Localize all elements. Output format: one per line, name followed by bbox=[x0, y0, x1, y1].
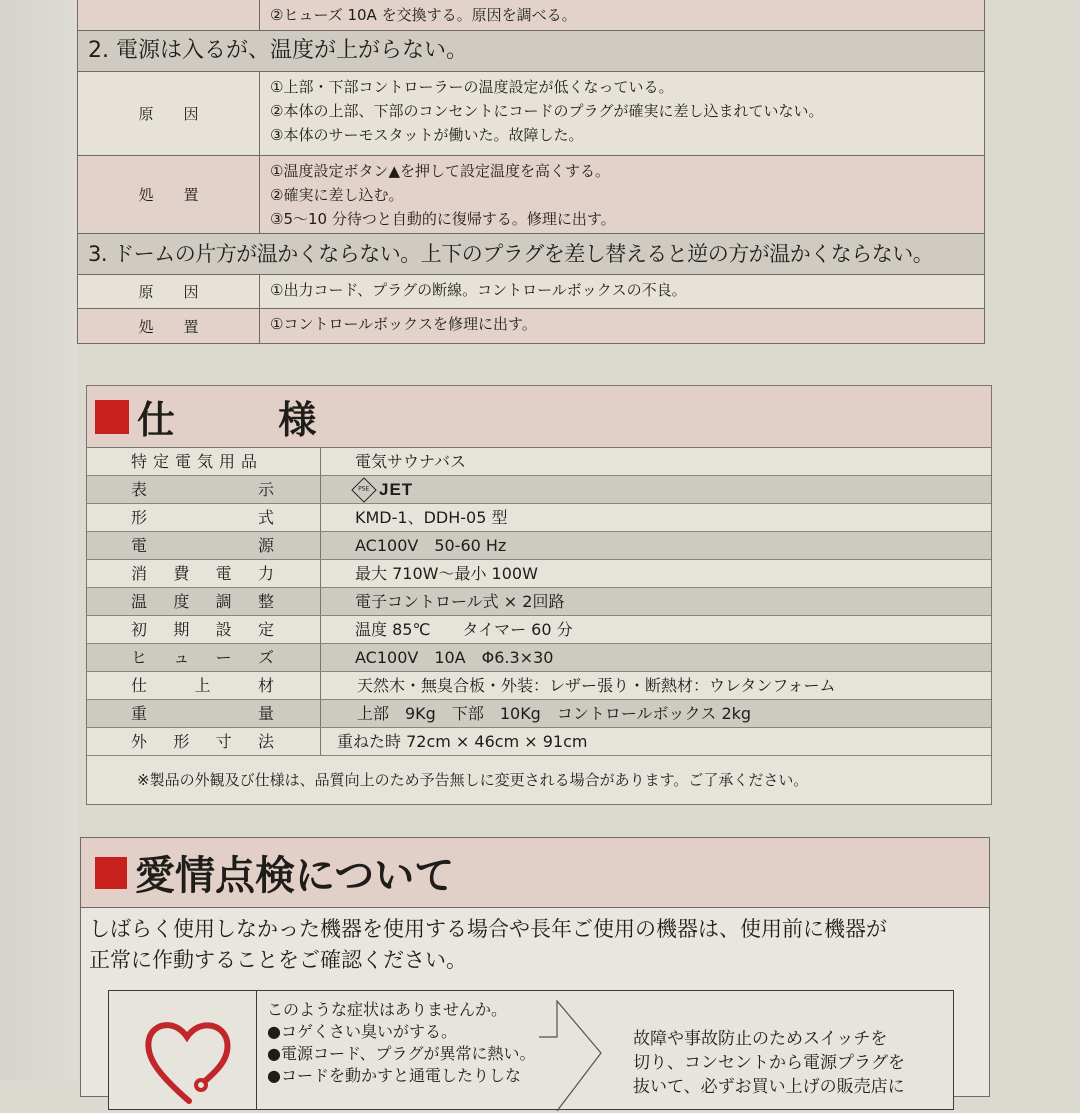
pse-diamond-icon: PSE bbox=[351, 477, 376, 502]
spec-label: 重 量 bbox=[87, 700, 321, 727]
row-label bbox=[78, 0, 260, 30]
spec-row bbox=[87, 616, 991, 644]
spec-label: 表 示 bbox=[87, 476, 321, 503]
spec-label: 初 期 設 定 bbox=[87, 616, 321, 643]
row-text: ②ヒューズ 10A を交換する。原因を調べる。 bbox=[270, 6, 577, 24]
section-3-remedy-row bbox=[78, 308, 984, 343]
spec-label: 電 源 bbox=[87, 532, 321, 559]
red-square-bullet-icon bbox=[95, 400, 129, 434]
spec-row bbox=[87, 448, 991, 476]
spec-row bbox=[87, 476, 991, 504]
section-3-heading: 3. ドームの片方が温かくならない。上下のプラグを差し替えると逆の方が温かくならない。 bbox=[78, 233, 984, 274]
remedy-text: ①温度設定ボタン▲を押して設定温度を高くする。 ②確実に差し込む。 ③5～10 分待つと自動的に復帰する。修理に出す。 bbox=[270, 162, 616, 228]
red-square-bullet-icon bbox=[95, 857, 127, 889]
section-3-cause-row bbox=[78, 274, 984, 308]
spec-value: AC100V 50-60 Hz bbox=[355, 536, 507, 555]
spec-value: 上部 9Kg 下部 10Kg コントロールボックス 2kg bbox=[357, 704, 752, 723]
heart-plug-icon bbox=[139, 1013, 239, 1113]
spec-value: 電子コントロール式 × 2回路 bbox=[355, 592, 565, 611]
spec-value bbox=[321, 476, 991, 503]
spec-label: 仕 上 材 bbox=[87, 672, 321, 699]
section-2-cause-row bbox=[78, 71, 984, 155]
spec-row bbox=[87, 560, 991, 588]
inspection-intro: しばらく使用しなかった機器を使用する場合や長年ご使用の機器は、使用前に機器が 正常に作動することをご確認ください。 bbox=[89, 917, 887, 972]
right-arrow-icon bbox=[539, 991, 609, 1111]
spec-title: 仕 様 bbox=[137, 398, 317, 442]
spec-label: ヒ ュ ー ズ bbox=[87, 644, 321, 671]
advice-text: 故障や事故防止のためスイッチを 切り、コンセントから電源プラグを 抜いて、必ずお買い上げの販売店に bbox=[633, 1029, 905, 1097]
spec-row bbox=[87, 504, 991, 532]
spec-value: KMD-1、DDH-05 型 bbox=[355, 508, 508, 527]
spec-row bbox=[87, 532, 991, 560]
cause-text: ①上部・下部コントローラーの温度設定が低くなっている。 ②本体の上部、下部のコンセントにコードのプラグが確実に差し込まれていない。 ③本体のサーモスタットが働いた。故障した。 bbox=[270, 78, 824, 144]
inspection-section bbox=[80, 837, 990, 1097]
cause-label: 原因 bbox=[78, 275, 260, 308]
spec-row bbox=[87, 644, 991, 672]
remedy-label: 処置 bbox=[78, 156, 260, 233]
page-margin bbox=[0, 0, 78, 1080]
symptom-check-box bbox=[108, 990, 954, 1110]
remedy-text: ①コントロールボックスを修理に出す。 bbox=[270, 315, 537, 333]
spec-value: 電気サウナバス bbox=[355, 452, 467, 471]
troubleshooting-table bbox=[77, 0, 985, 344]
symptom-list: このような症状はありませんか。 ●コゲくさい臭いがする。 ●電源コード、プラグが異常に熱い。 ●コードを動かすと通電したりしな bbox=[267, 1000, 536, 1085]
jet-logo: JET bbox=[379, 480, 414, 499]
spec-row bbox=[87, 588, 991, 616]
spec-value: 最大 710W～最小 100W bbox=[355, 564, 538, 583]
specifications-table bbox=[86, 385, 992, 805]
spec-header bbox=[87, 386, 991, 448]
spec-disclaimer: ※製品の外観及び仕様は、品質向上のため予告無しに変更される場合があります。ご了承ください。 bbox=[87, 756, 991, 804]
spec-label: 消 費 電 力 bbox=[87, 560, 321, 587]
cause-label: 原因 bbox=[78, 72, 260, 155]
spec-value: 温度 85℃ タイマー 60 分 bbox=[355, 620, 573, 639]
spec-label: 外 形 寸 法 bbox=[87, 728, 321, 755]
inspection-header bbox=[81, 838, 989, 908]
spec-row bbox=[87, 672, 991, 700]
section-2-heading: 2. 電源は入るが、温度が上がらない。 bbox=[78, 30, 984, 71]
section-2-remedy-row bbox=[78, 155, 984, 233]
spec-label: 特定電気用品 bbox=[87, 448, 321, 475]
spec-value: 天然木・無臭合板・外装：レザー張り・断熱材：ウレタンフォーム bbox=[357, 676, 836, 695]
spec-row bbox=[87, 700, 991, 728]
trouble-row-fuse bbox=[78, 0, 984, 30]
spec-label: 形 式 bbox=[87, 504, 321, 531]
spec-value: 重ねた時 72cm × 46cm × 91cm bbox=[337, 732, 588, 751]
spec-row bbox=[87, 728, 991, 756]
certification-mark bbox=[355, 476, 991, 503]
heart-cell bbox=[109, 991, 257, 1109]
arrow-area bbox=[557, 991, 627, 1109]
cause-text: ①出力コード、プラグの断線。コントロールボックスの不良。 bbox=[270, 281, 687, 299]
spec-label: 温 度 調 整 bbox=[87, 588, 321, 615]
remedy-label: 処置 bbox=[78, 309, 260, 343]
inspection-title: 愛情点検について bbox=[135, 853, 455, 899]
spec-value: AC100V 10A Φ6.3×30 bbox=[355, 648, 554, 667]
